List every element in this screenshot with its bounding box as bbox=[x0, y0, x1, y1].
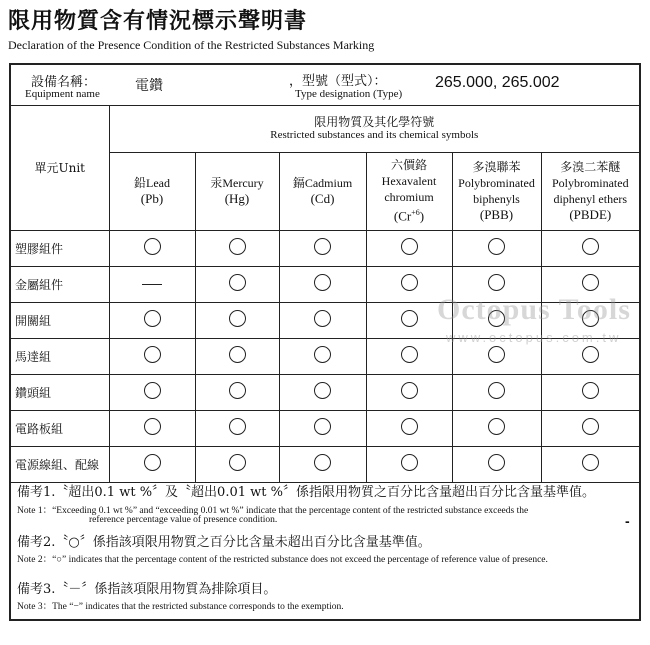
column-name-en: Polybrominated biphenyls bbox=[458, 176, 535, 206]
circle-icon bbox=[144, 454, 161, 471]
circle-icon bbox=[144, 382, 161, 399]
watermark-url: www.octopus.com.tw bbox=[446, 330, 622, 345]
equipment-name-label-en: Equipment name bbox=[25, 88, 100, 100]
column-name: 汞Mercury bbox=[210, 176, 264, 190]
note-2-en: Note 2：“○” indicates that the percentage content of the restricted substance does not exceed the percentage of reference value of presence. bbox=[17, 555, 548, 565]
table-cell bbox=[279, 446, 366, 482]
table-cell bbox=[279, 374, 366, 410]
table-cell bbox=[541, 374, 639, 410]
row-label: 塑膠組件 bbox=[11, 230, 109, 266]
circle-icon bbox=[314, 310, 331, 327]
row-label: 金屬組件 bbox=[11, 266, 109, 302]
circle-icon bbox=[314, 382, 331, 399]
table-cell bbox=[541, 446, 639, 482]
circle-icon bbox=[582, 346, 599, 363]
circle-icon bbox=[401, 454, 418, 471]
circle-icon bbox=[401, 310, 418, 327]
table-cell bbox=[109, 302, 195, 338]
table-cell bbox=[109, 374, 195, 410]
circle-icon bbox=[229, 238, 246, 255]
table-cell bbox=[541, 410, 639, 446]
column-header-hexavalent-chromium bbox=[366, 152, 452, 230]
circle-icon bbox=[144, 346, 161, 363]
circle-icon bbox=[229, 346, 246, 363]
table-cell bbox=[109, 410, 195, 446]
circle-icon bbox=[229, 382, 246, 399]
note-1-en: Note 1：“Exceeding 0.1 wt %” and “exceeding 0.01 wt %” indicate that the percentage content of the restricted substance exceeds the bbox=[17, 506, 529, 516]
circle-icon bbox=[314, 274, 331, 291]
page-title: 限用物質含有情況標示聲明書 bbox=[8, 8, 308, 34]
table-cell bbox=[279, 302, 366, 338]
unit-header: 單元Unit bbox=[11, 105, 109, 230]
table-cell bbox=[366, 410, 452, 446]
note-1-en-cont: reference percentage value of presence condition. bbox=[89, 515, 278, 525]
column-symbol: (Cd) bbox=[310, 191, 335, 206]
table-cell bbox=[279, 410, 366, 446]
dash-icon bbox=[142, 284, 162, 285]
note-1-cn: 備考1.〝超出0.1 wt %〞及〝超出0.01 wt %〞係指限用物質之百分比含量超出百分比含量基準值。 bbox=[17, 485, 595, 500]
table-cell bbox=[195, 266, 279, 302]
circle-icon bbox=[488, 418, 505, 435]
column-symbol: $(Cr^{+6})$ bbox=[393, 208, 425, 224]
note-3-en: Note 3：The “−” indicates that the restricted substance corresponds to the exemption. bbox=[17, 602, 344, 612]
circle-icon bbox=[401, 346, 418, 363]
table-row bbox=[11, 230, 639, 266]
circle-icon bbox=[314, 454, 331, 471]
table-cell bbox=[452, 374, 541, 410]
row-label: 電源線組、配線 bbox=[11, 446, 109, 482]
table-cell bbox=[366, 374, 452, 410]
row-label: 馬達組 bbox=[11, 338, 109, 374]
column-header-lead bbox=[109, 152, 195, 230]
circle-icon bbox=[582, 418, 599, 435]
circle-icon bbox=[401, 382, 418, 399]
page-subtitle: Declaration of the Presence Condition of the Restricted Substances Marking bbox=[8, 38, 375, 52]
equipment-info bbox=[11, 65, 639, 106]
table-cell bbox=[279, 266, 366, 302]
table-row bbox=[11, 374, 639, 410]
circle-icon bbox=[488, 346, 505, 363]
table-cell bbox=[195, 374, 279, 410]
restricted-header-cn: 限用物質及其化學符號 bbox=[314, 115, 435, 130]
circle-icon bbox=[401, 274, 418, 291]
table-cell bbox=[452, 410, 541, 446]
table-cell bbox=[452, 230, 541, 266]
circle-icon bbox=[488, 274, 505, 291]
table-cell bbox=[452, 446, 541, 482]
equipment-name-value: 電鑽 bbox=[135, 78, 163, 94]
table-header-row-1 bbox=[11, 105, 639, 152]
circle-icon bbox=[488, 454, 505, 471]
column-header-cadmium bbox=[279, 152, 366, 230]
column-symbol: (Hg) bbox=[224, 191, 250, 206]
type-designation-label-cn: ，型號（型式）： bbox=[289, 74, 387, 89]
table-cell bbox=[109, 338, 195, 374]
column-symbol: (Pb) bbox=[140, 191, 164, 206]
circle-icon bbox=[229, 310, 246, 327]
table-cell bbox=[195, 338, 279, 374]
restricted-header bbox=[109, 105, 639, 152]
table-cell bbox=[279, 230, 366, 266]
column-name-en: Hexavalent chromium bbox=[381, 174, 437, 205]
circle-icon bbox=[314, 346, 331, 363]
table-cell bbox=[109, 446, 195, 482]
row-label: 電路板組 bbox=[11, 410, 109, 446]
note-2-cn: 備考2.〝○〞係指該項限用物質之百分比含量未超出百分比含量基準值。 bbox=[17, 535, 431, 550]
table-cell bbox=[195, 302, 279, 338]
circle-icon bbox=[582, 382, 599, 399]
circle-icon bbox=[229, 454, 246, 471]
type-designation-value: 265.000, 265.002 bbox=[435, 74, 560, 91]
table-cell bbox=[366, 446, 452, 482]
circle-icon bbox=[401, 238, 418, 255]
circle-icon bbox=[314, 238, 331, 255]
column-header-pbb bbox=[452, 152, 541, 230]
side-mark: - bbox=[625, 513, 630, 529]
table-cell bbox=[109, 230, 195, 266]
circle-icon bbox=[144, 238, 161, 255]
circle-icon bbox=[582, 454, 599, 471]
table-cell bbox=[366, 230, 452, 266]
circle-icon bbox=[144, 310, 161, 327]
table-cell bbox=[195, 410, 279, 446]
table-cell bbox=[279, 338, 366, 374]
circle-icon bbox=[582, 274, 599, 291]
circle-icon bbox=[401, 418, 418, 435]
circle-icon bbox=[488, 382, 505, 399]
table-row bbox=[11, 446, 639, 482]
column-header-pbde bbox=[541, 152, 639, 230]
column-name: 鎘Cadmium bbox=[292, 176, 353, 190]
table-cell bbox=[195, 230, 279, 266]
type-designation-label-en: Type designation (Type) bbox=[295, 88, 403, 100]
circle-icon bbox=[314, 418, 331, 435]
column-name: 六價鉻 bbox=[390, 158, 427, 173]
circle-icon bbox=[229, 274, 246, 291]
column-symbol: (PBDE) bbox=[569, 207, 612, 222]
row-label: 開關組 bbox=[11, 302, 109, 338]
circle-icon bbox=[582, 238, 599, 255]
table-body bbox=[11, 230, 639, 482]
table-cell bbox=[109, 266, 195, 302]
watermark-logo: Octopus Tools bbox=[437, 293, 631, 326]
table-cell bbox=[195, 446, 279, 482]
table-cell bbox=[541, 230, 639, 266]
column-name-en: Polybrominated diphenyl ethers bbox=[551, 176, 629, 206]
table-row bbox=[11, 410, 639, 446]
circle-icon bbox=[144, 418, 161, 435]
restricted-header-en: Restricted substances and its chemical symbols bbox=[270, 129, 479, 142]
column-name: 多溴聯苯 bbox=[472, 160, 521, 174]
circle-icon bbox=[229, 418, 246, 435]
column-symbol: (PBB) bbox=[479, 207, 514, 222]
column-name: 多溴二苯醚 bbox=[560, 160, 621, 174]
column-name: 鉛Lead bbox=[134, 176, 170, 190]
table-cell bbox=[366, 338, 452, 374]
row-label: 鑽頭組 bbox=[11, 374, 109, 410]
circle-icon bbox=[488, 238, 505, 255]
note-3-cn: 備考3.〝－〞係指該項限用物質為排除項目。 bbox=[17, 582, 277, 597]
column-header-mercury bbox=[195, 152, 279, 230]
equipment-name-label-cn: 設備名稱： bbox=[31, 75, 97, 90]
